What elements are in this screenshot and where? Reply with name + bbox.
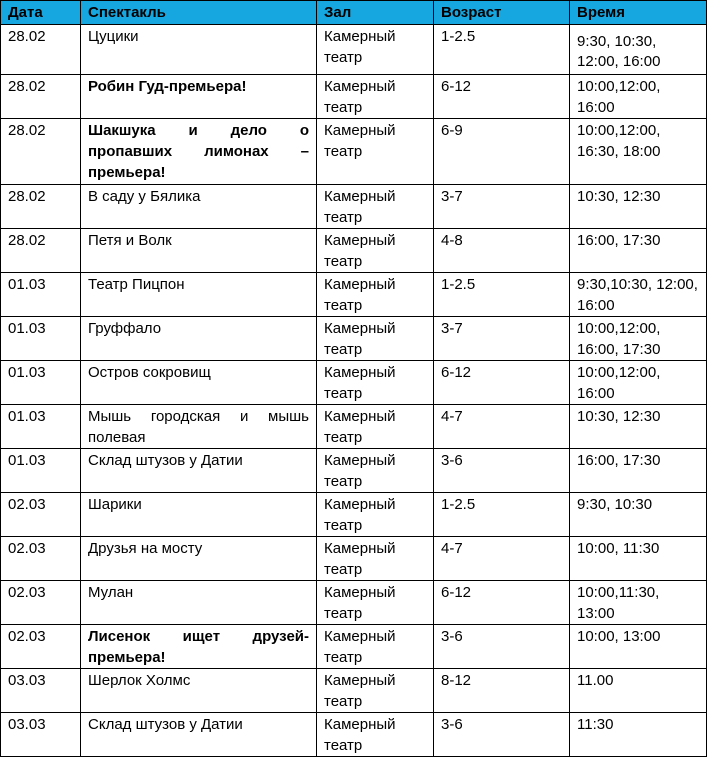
cell-age: 6-12 — [434, 581, 570, 625]
cell-time: 9:30, 10:30 — [570, 493, 707, 537]
table-row — [1, 405, 707, 449]
cell-show: Шарики — [81, 493, 317, 537]
table-row — [1, 493, 707, 537]
cell-show: Мулан — [81, 581, 317, 625]
cell-date: 01.03 — [1, 361, 81, 405]
table-row — [1, 317, 707, 361]
cell-hall: Камерный театр — [317, 449, 434, 493]
table-row — [1, 185, 707, 229]
table-row — [1, 273, 707, 317]
cell-date: 01.03 — [1, 317, 81, 361]
header-age: Возраст — [434, 1, 570, 25]
cell-age: 6-9 — [434, 119, 570, 185]
header-hall: Зал — [317, 1, 434, 25]
cell-show: Робин Гуд-премьера! — [81, 75, 317, 119]
cell-show: Груффало — [81, 317, 317, 361]
cell-age: 3-6 — [434, 449, 570, 493]
header-row — [1, 1, 707, 25]
cell-time: 10:30, 12:30 — [570, 185, 707, 229]
cell-show: Остров сокровищ — [81, 361, 317, 405]
cell-date: 01.03 — [1, 405, 81, 449]
cell-time: 10:00, 13:00 — [570, 625, 707, 669]
cell-show: Склад штузов у Датии — [81, 713, 317, 757]
cell-age: 8-12 — [434, 669, 570, 713]
cell-date: 28.02 — [1, 25, 81, 75]
cell-show: Друзья на мосту — [81, 537, 317, 581]
cell-date: 28.02 — [1, 185, 81, 229]
cell-age: 4-8 — [434, 229, 570, 273]
cell-hall: Камерный театр — [317, 25, 434, 75]
cell-show: Шерлок Холмс — [81, 669, 317, 713]
cell-hall: Камерный театр — [317, 625, 434, 669]
cell-age: 3-6 — [434, 713, 570, 757]
cell-date: 28.02 — [1, 75, 81, 119]
cell-show: В саду у Бялика — [81, 185, 317, 229]
cell-age: 4-7 — [434, 537, 570, 581]
cell-date: 01.03 — [1, 273, 81, 317]
header-show: Спектакль — [81, 1, 317, 25]
table-row — [1, 581, 707, 625]
table-row — [1, 449, 707, 493]
table-row — [1, 25, 707, 75]
cell-hall: Камерный театр — [317, 185, 434, 229]
cell-hall: Камерный театр — [317, 273, 434, 317]
cell-date: 28.02 — [1, 229, 81, 273]
cell-show: Шакшука и дело о пропавших лимонах – премьера! — [81, 119, 317, 185]
cell-hall: Камерный театр — [317, 119, 434, 185]
cell-hall: Камерный театр — [317, 669, 434, 713]
cell-date: 01.03 — [1, 449, 81, 493]
cell-time: 10:30, 12:30 — [570, 405, 707, 449]
cell-date: 02.03 — [1, 537, 81, 581]
cell-hall: Камерный театр — [317, 713, 434, 757]
cell-show: Петя и Волк — [81, 229, 317, 273]
cell-age: 6-12 — [434, 361, 570, 405]
cell-hall: Камерный театр — [317, 317, 434, 361]
cell-time: 16:00, 17:30 — [570, 229, 707, 273]
header-date: Дата — [1, 1, 81, 25]
cell-date: 02.03 — [1, 625, 81, 669]
cell-time: 10:00,12:00, 16:00, 17:30 — [570, 317, 707, 361]
cell-time: 11.00 — [570, 669, 707, 713]
cell-show: Склад штузов у Датии — [81, 449, 317, 493]
cell-hall: Камерный театр — [317, 537, 434, 581]
cell-hall: Камерный театр — [317, 75, 434, 119]
cell-hall: Камерный театр — [317, 405, 434, 449]
cell-time: 10:00,12:00, 16:00 — [570, 361, 707, 405]
cell-date: 28.02 — [1, 119, 81, 185]
table-row — [1, 361, 707, 405]
cell-time: 11:30 — [570, 713, 707, 757]
cell-time: 10:00,11:30, 13:00 — [570, 581, 707, 625]
cell-age: 6-12 — [434, 75, 570, 119]
table-row — [1, 119, 707, 185]
cell-hall: Камерный театр — [317, 229, 434, 273]
table-row — [1, 669, 707, 713]
cell-age: 1-2.5 — [434, 493, 570, 537]
header-time: Время — [570, 1, 707, 25]
cell-age: 1-2.5 — [434, 25, 570, 75]
cell-hall: Камерный театр — [317, 361, 434, 405]
cell-hall: Камерный театр — [317, 493, 434, 537]
cell-show: Лисенок ищет друзей-премьера! — [81, 625, 317, 669]
cell-age: 3-7 — [434, 185, 570, 229]
cell-age: 3-6 — [434, 625, 570, 669]
cell-date: 02.03 — [1, 493, 81, 537]
table-row — [1, 625, 707, 669]
cell-age: 1-2.5 — [434, 273, 570, 317]
cell-time: 9:30,10:30, 12:00, 16:00 — [570, 273, 707, 317]
cell-show: Цуцики — [81, 25, 317, 75]
cell-time: 9:30, 10:30, 12:00, 16:00 — [570, 25, 707, 75]
cell-date: 02.03 — [1, 581, 81, 625]
table-row — [1, 229, 707, 273]
cell-hall: Камерный театр — [317, 581, 434, 625]
table-row — [1, 537, 707, 581]
cell-time: 10:00,12:00, 16:00 — [570, 75, 707, 119]
cell-date: 03.03 — [1, 669, 81, 713]
table-row — [1, 713, 707, 757]
table-row — [1, 75, 707, 119]
cell-time: 10:00,12:00, 16:30, 18:00 — [570, 119, 707, 185]
cell-age: 3-7 — [434, 317, 570, 361]
cell-age: 4-7 — [434, 405, 570, 449]
cell-time: 10:00, 11:30 — [570, 537, 707, 581]
cell-show: Театр Пицпон — [81, 273, 317, 317]
cell-show: Мышь городская и мышь полевая — [81, 405, 317, 449]
cell-time: 16:00, 17:30 — [570, 449, 707, 493]
cell-date: 03.03 — [1, 713, 81, 757]
